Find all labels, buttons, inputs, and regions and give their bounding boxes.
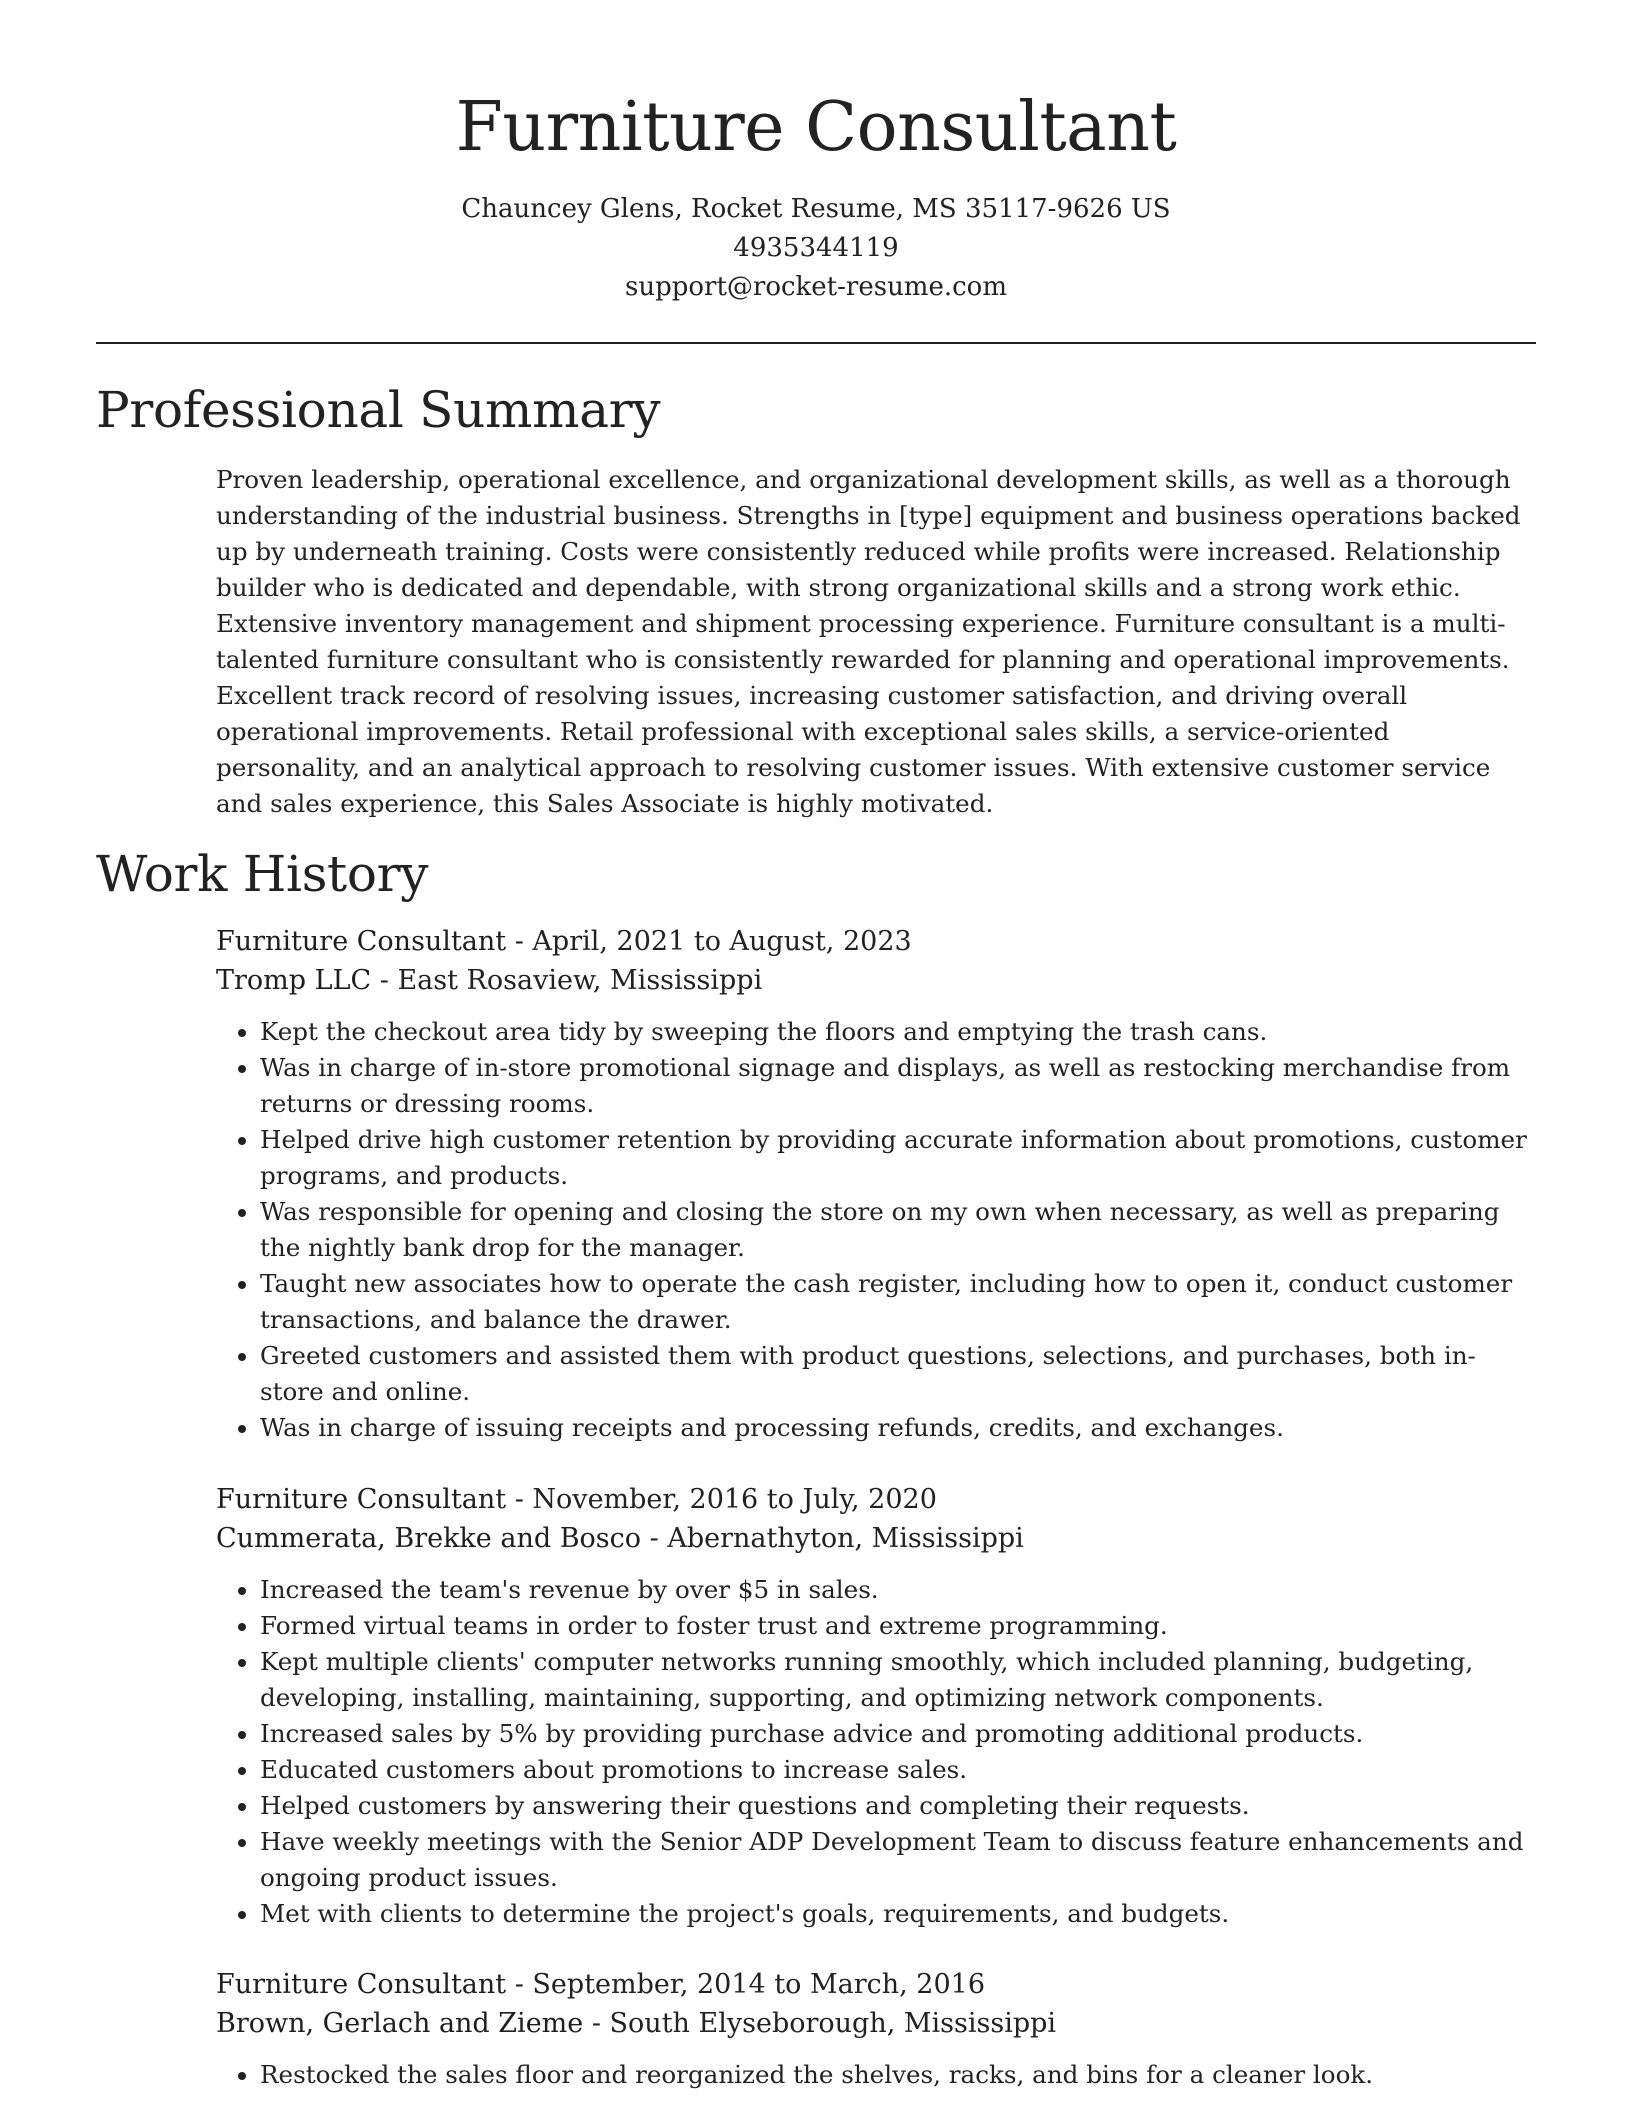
- job-location: - South Elyseborough, Mississippi: [583, 2008, 1057, 2039]
- contact-block: [0, 190, 1632, 307]
- summary-text: Proven leadership, operational excellence, and organizational development skills, as well as a thorough understanding of the industrial business. Strengths in [type] equipment and business operations backed up by underneath training. Costs were consistently reduced while profits were increased. Relationship builder who is dedicated and dependable, with strong organizational skills and a strong work ethic. Extensive inventory management and shipment processing experience. Furniture consultant is a multi-talented furniture consultant who is consistently rewarded for planning and operational improvements. Excellent track record of resolving issues, increasing customer satisfaction, and driving overall operational improvements. Retail professional with exceptional sales skills, a service-oriented personality, and an analytical approach to resolving customer issues. With extensive customer service and sales experience, this Sales Associate is highly motivated.: [216, 465, 1521, 818]
- list-item: • Was in charge of issuing receipts and processing refunds, credits, and exchanges.: [260, 1410, 1536, 1446]
- list-item: • Restocked the sales floor and reorganized the shelves, racks, and bins for a cleaner look.: [260, 2057, 1536, 2093]
- job-entry: [216, 1965, 1536, 2093]
- list-item: • Helped customers by answering their questions and completing their requests.: [260, 1788, 1536, 1824]
- job-title-line: [216, 1965, 1536, 2004]
- job-bullets: [216, 1572, 1536, 1932]
- list-item: • Kept multiple clients' computer networks running smoothly, which included planning, budgeting, developing, installing, maintaining, supporting, and optimizing network components.: [260, 1644, 1536, 1716]
- contact-phone: 4935344119: [733, 233, 899, 263]
- job-role: Furniture Consultant: [216, 1484, 507, 1515]
- list-item: • Taught new associates how to operate the cash register, including how to open it, conduct customer transactions, and balance the drawer.: [260, 1266, 1536, 1338]
- list-item: • Was in charge of in-store promotional signage and displays, as well as restocking merchandise from returns or dressing rooms.: [260, 1050, 1536, 1122]
- list-item: • Greeted customers and assisted them with product questions, selections, and purchases, both in-store and online.: [260, 1338, 1536, 1410]
- job-dates: - April, 2021 to August, 2023: [506, 926, 912, 957]
- job-location: - East Rosaview, Mississippi: [371, 965, 763, 996]
- list-item: • Was responsible for opening and closing the store on my own when necessary, as well as preparing the nightly bank drop for the manager.: [260, 1194, 1536, 1266]
- section-title-work-history: Work History: [96, 845, 429, 903]
- job-company: Cummerata, Brekke and Bosco: [216, 1523, 642, 1554]
- list-item: • Helped drive high customer retention by providing accurate information about promotions, customer programs, and products.: [260, 1122, 1536, 1194]
- list-item: • Met with clients to determine the project's goals, requirements, and budgets.: [260, 1896, 1536, 1932]
- job-company-line: [216, 961, 1536, 1000]
- job-company: Tromp LLC: [216, 965, 372, 996]
- job-role: Furniture Consultant: [216, 1969, 507, 2000]
- job-dates: - September, 2014 to March, 2016: [506, 1969, 986, 2000]
- job-location: - Abernathyton, Mississippi: [641, 1523, 1024, 1554]
- job-company-line: [216, 1519, 1536, 1558]
- candidate-name: Furniture Consultant: [455, 88, 1177, 167]
- job-role: Furniture Consultant: [216, 926, 507, 957]
- list-item: • Increased the team's revenue by over $5 in sales.: [260, 1572, 1536, 1608]
- job-bullets: [216, 1014, 1536, 1446]
- list-item: • Kept the checkout area tidy by sweeping the floors and emptying the trash cans.: [260, 1014, 1536, 1050]
- job-entry: [216, 1480, 1536, 1932]
- job-entry: [216, 922, 1536, 1446]
- header-divider: [96, 342, 1536, 344]
- job-bullets: [216, 2057, 1536, 2093]
- job-company-line: [216, 2004, 1536, 2043]
- resume-header: [0, 0, 1632, 307]
- section-title-summary: Professional Summary: [96, 381, 661, 439]
- list-item: • Increased sales by 5% by providing purchase advice and promoting additional products.: [260, 1716, 1536, 1752]
- list-item: • Have weekly meetings with the Senior ADP Development Team to discuss feature enhancements and ongoing product issues.: [260, 1824, 1536, 1896]
- contact-email: support@rocket-resume.com: [624, 272, 1007, 302]
- contact-address: Chauncey Glens, Rocket Resume, MS 35117-9626 US: [461, 194, 1171, 224]
- job-dates: - November, 2016 to July, 2020: [506, 1484, 937, 1515]
- list-item: • Educated customers about promotions to increase sales.: [260, 1752, 1536, 1788]
- job-title-line: [216, 1480, 1536, 1519]
- job-company: Brown, Gerlach and Zieme: [216, 2008, 584, 2039]
- job-title-line: [216, 922, 1536, 961]
- list-item: • Formed virtual teams in order to foster trust and extreme programming.: [260, 1608, 1536, 1644]
